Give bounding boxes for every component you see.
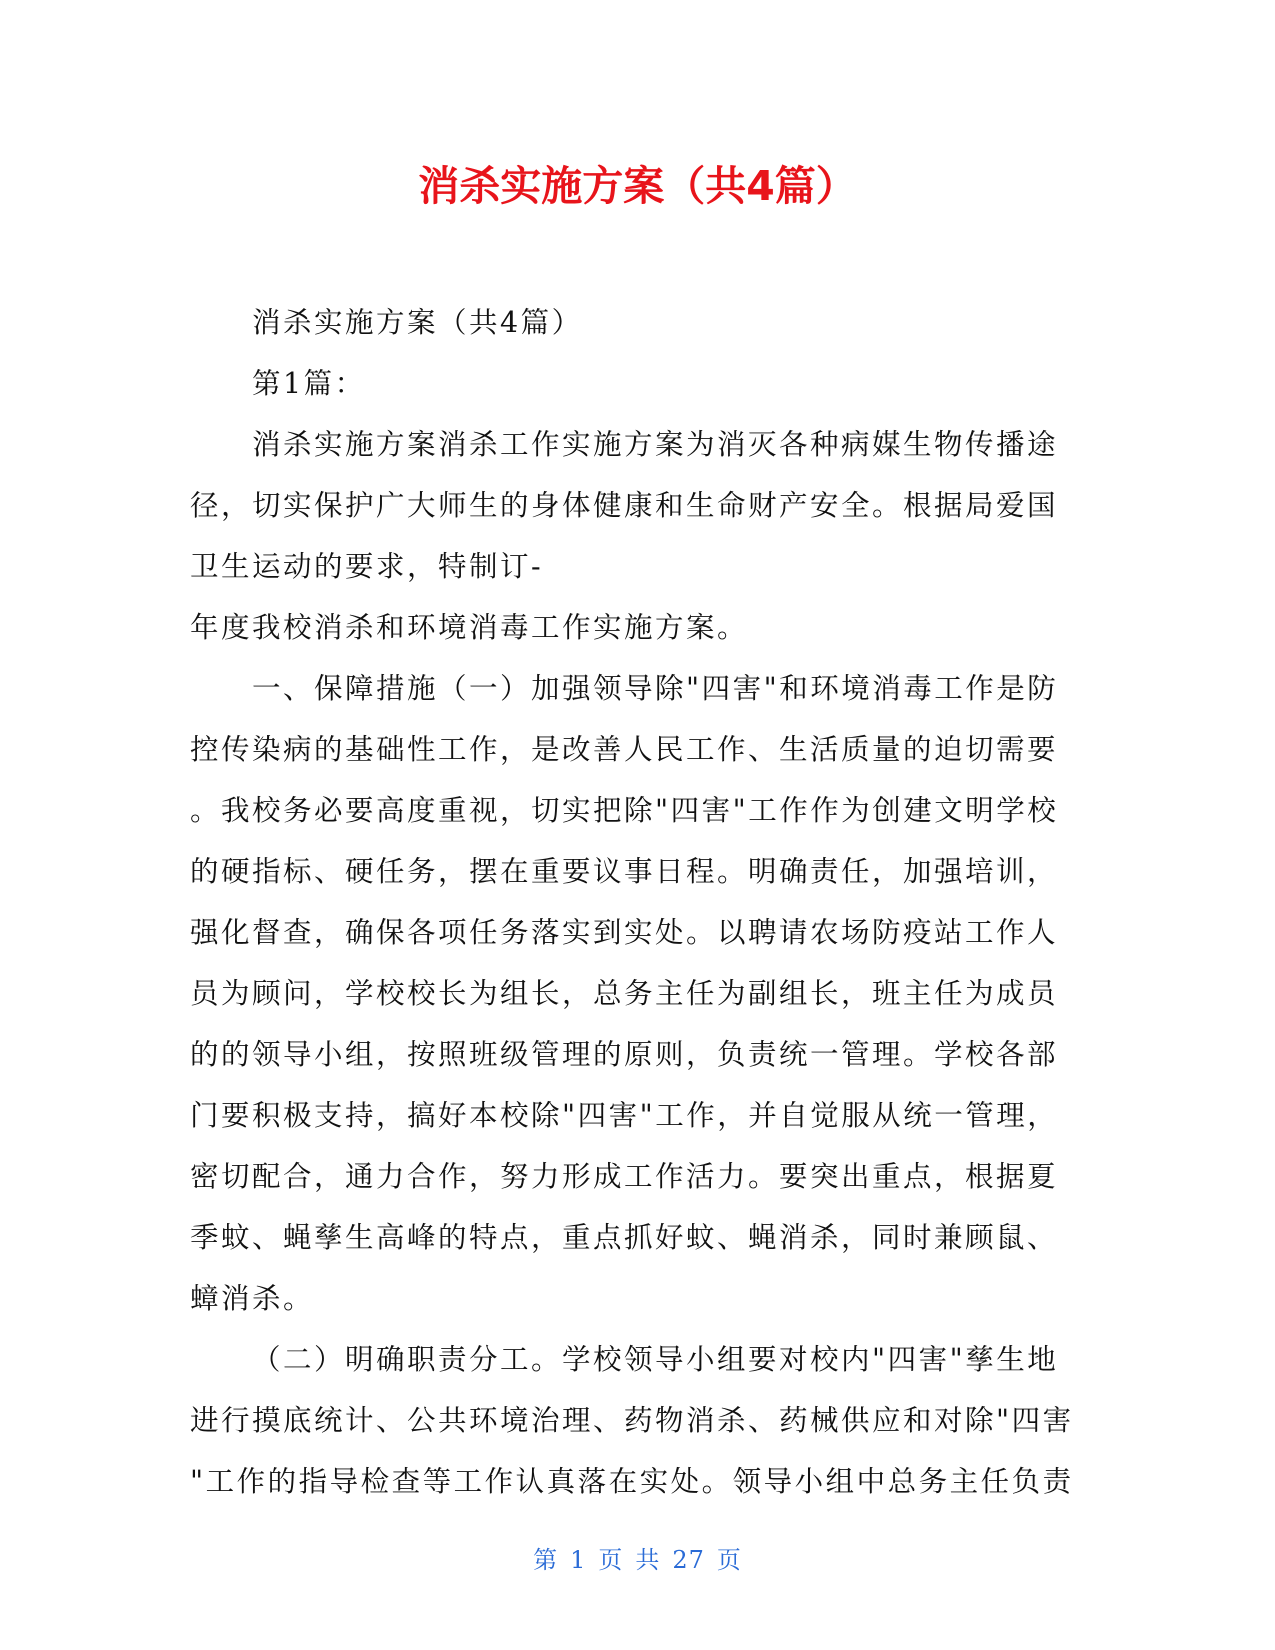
footer-total-label: 共 xyxy=(635,1546,661,1574)
footer-page-number: 1 xyxy=(570,1546,587,1574)
document-body xyxy=(190,292,1090,1512)
text-line: 门要积极支持，搞好本校除"四害"工作，并自觉服从统一管理， xyxy=(190,1099,1059,1132)
text-line: 蟑消杀。 xyxy=(190,1282,315,1315)
footer-prefix: 第 xyxy=(533,1546,559,1574)
text-line: 第1篇： xyxy=(252,367,366,400)
text-line: 控传染病的基础性工作，是改善人民工作、生活质量的迫切需要 xyxy=(190,733,1059,766)
text-line: （二）明确职责分工。学校领导小组要对校内"四害"孳生地 xyxy=(252,1343,1059,1376)
footer-suffix: 页 xyxy=(716,1546,742,1574)
text-line: 卫生运动的要求，特制订- xyxy=(190,550,544,583)
text-line: 季蚊、蝇孳生高峰的特点，重点抓好蚊、蝇消杀，同时兼顾鼠、 xyxy=(190,1221,1059,1254)
text-line: 员为顾问，学校校长为组长，总务主任为副组长，班主任为成员 xyxy=(190,977,1059,1010)
text-line: 一、保障措施（一）加强领导除"四害"和环境消毒工作是防 xyxy=(252,672,1059,705)
text-line: 消杀实施方案（共4篇） xyxy=(252,306,583,339)
text-line: 年度我校消杀和环境消毒工作实施方案。 xyxy=(190,611,749,644)
document-title: 消杀实施方案（共4篇） xyxy=(418,162,857,210)
footer-page-label: 页 xyxy=(598,1546,624,1574)
text-line: 强化督查，确保各项任务落实到实处。以聘请农场防疫站工作人 xyxy=(190,916,1059,949)
text-line: 进行摸底统计、公共环境治理、药物消杀、药械供应和对除"四害 xyxy=(190,1404,1074,1437)
text-line: 。我校务必要高度重视，切实把除"四害"工作作为创建文明学校 xyxy=(190,794,1059,827)
text-line: 的的领导小组，按照班级管理的原则，负责统一管理。学校各部 xyxy=(190,1038,1059,1071)
footer-total-pages: 27 xyxy=(672,1546,705,1574)
page-footer xyxy=(0,1544,1275,1576)
text-line: 消杀实施方案消杀工作实施方案为消灭各种病媒生物传播途 xyxy=(252,428,1059,461)
text-line: 的硬指标、硬任务，摆在重要议事日程。明确责任，加强培训， xyxy=(190,855,1059,888)
text-line: 密切配合，通力合作，努力形成工作活力。要突出重点，根据夏 xyxy=(190,1160,1059,1193)
text-line: "工作的指导检查等工作认真落在实处。领导小组中总务主任负责 xyxy=(190,1465,1074,1498)
text-line: 径，切实保护广大师生的身体健康和生命财产安全。根据局爱国 xyxy=(190,489,1059,522)
